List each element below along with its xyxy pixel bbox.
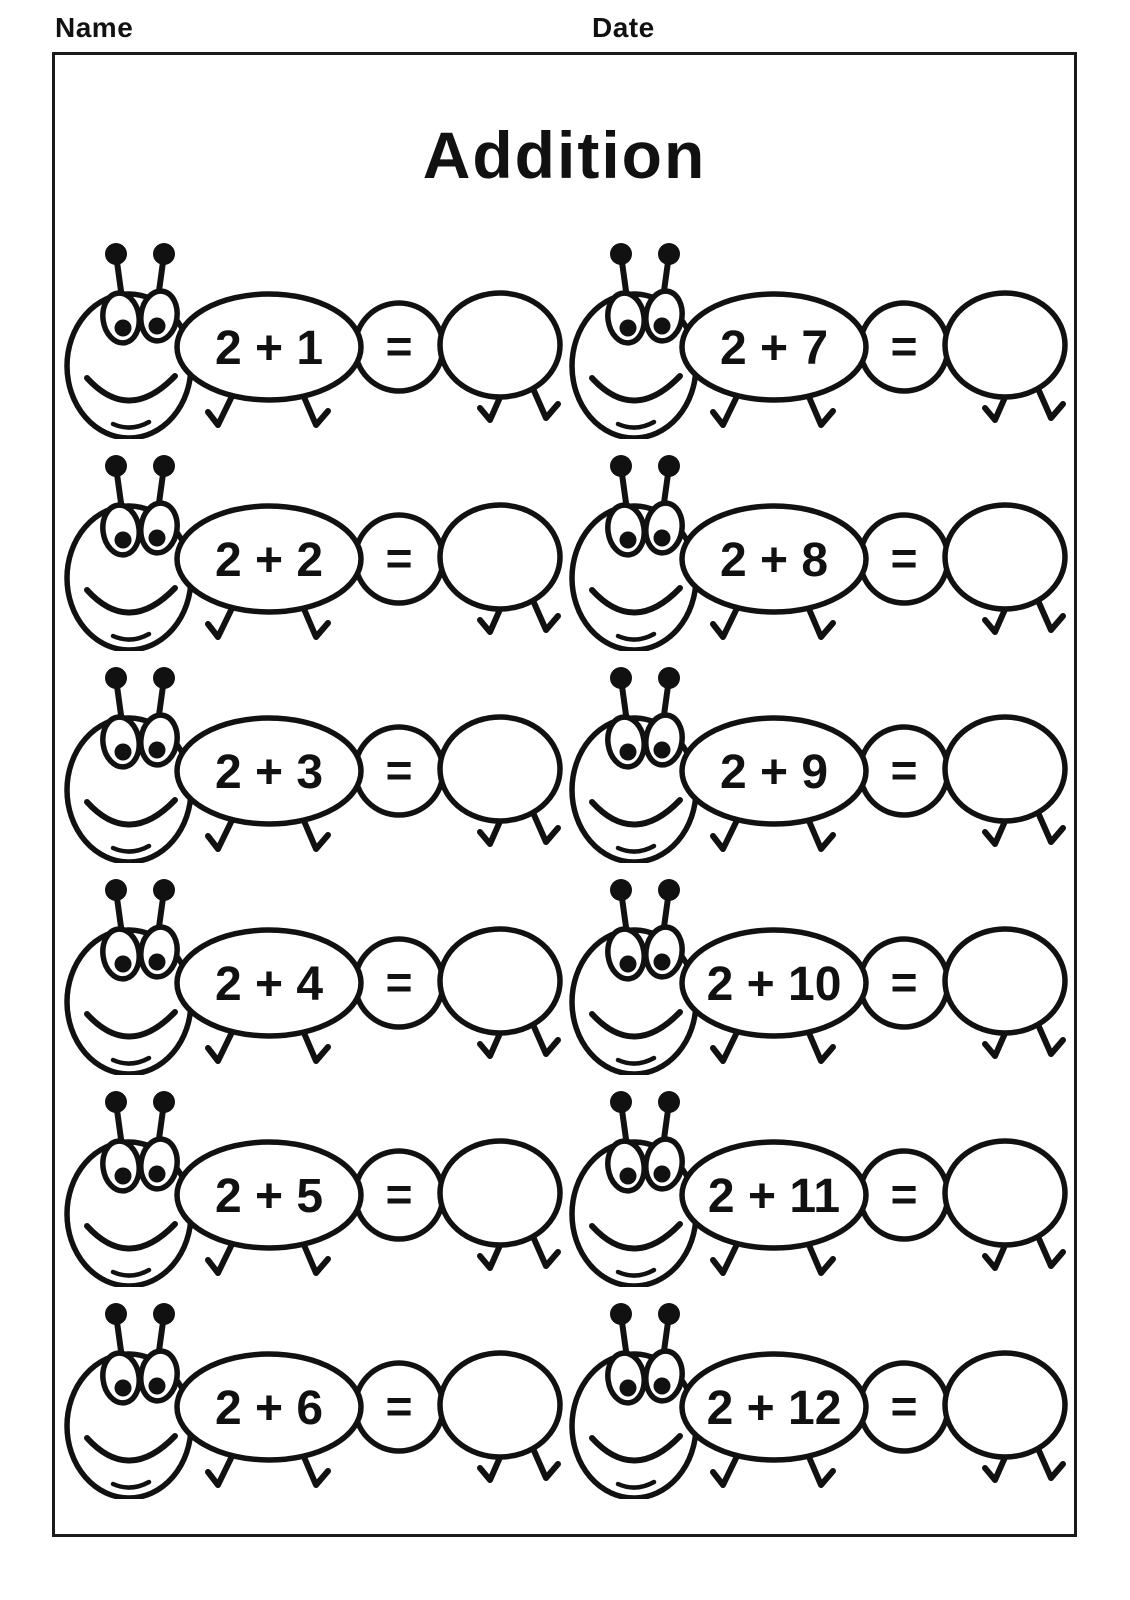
equals-sign: =	[890, 532, 918, 584]
ant-problem-cell	[568, 1288, 1070, 1500]
equals-sign: =	[385, 532, 413, 584]
equals-sign: =	[890, 744, 918, 796]
problem-text: 2 + 5	[214, 1170, 324, 1223]
equals-sign: =	[385, 956, 413, 1008]
ant-problem-cell	[63, 1288, 565, 1500]
problem-text: 2 + 8	[719, 534, 829, 587]
ant-problem-cell	[568, 228, 1070, 440]
equals-sign: =	[385, 1168, 413, 1220]
problems-grid	[63, 228, 1070, 1500]
ant-figure	[63, 864, 563, 1075]
ant-figure	[568, 440, 1068, 651]
ant-problem-cell	[63, 228, 565, 440]
problem-text: 2 + 2	[214, 534, 324, 587]
problem-text: 2 + 1	[214, 322, 324, 375]
ant-figure	[568, 1076, 1068, 1287]
ant-figure	[63, 440, 563, 651]
equals-sign: =	[385, 744, 413, 796]
ant-figure	[63, 652, 563, 863]
worksheet-title: Addition	[422, 118, 707, 192]
problem-text: 2 + 12	[706, 1382, 842, 1435]
ant-problem-cell	[568, 440, 1070, 652]
name-label: Name	[55, 12, 134, 43]
ant-problem-cell	[568, 652, 1070, 864]
worksheet-border-box	[52, 52, 1077, 1537]
equals-sign: =	[890, 1168, 918, 1220]
problem-text: 2 + 3	[214, 746, 324, 799]
problem-text: 2 + 6	[214, 1382, 324, 1435]
ant-figure	[568, 652, 1068, 863]
ant-problem-cell	[63, 440, 565, 652]
problem-text: 2 + 7	[719, 322, 829, 375]
equals-sign: =	[385, 320, 413, 372]
ant-problem-cell	[568, 1076, 1070, 1288]
problem-text: 2 + 10	[706, 958, 842, 1011]
ant-figure	[568, 1288, 1068, 1499]
equals-sign: =	[385, 1380, 413, 1432]
ant-problem-cell	[568, 864, 1070, 1076]
equals-sign: =	[890, 1380, 918, 1432]
ant-figure	[568, 864, 1068, 1075]
ant-problem-cell	[63, 652, 565, 864]
ant-problem-cell	[63, 864, 565, 1076]
ant-figure	[63, 228, 563, 439]
ant-problem-cell	[63, 1076, 565, 1288]
date-label: Date	[592, 12, 655, 43]
ant-figure	[568, 228, 1068, 439]
problem-text: 2 + 9	[719, 746, 829, 799]
equals-sign: =	[890, 320, 918, 372]
ant-figure	[63, 1288, 563, 1499]
ant-figure	[63, 1076, 563, 1287]
problem-text: 2 + 4	[214, 958, 324, 1011]
equals-sign: =	[890, 956, 918, 1008]
problem-text: 2 + 11	[707, 1170, 841, 1223]
